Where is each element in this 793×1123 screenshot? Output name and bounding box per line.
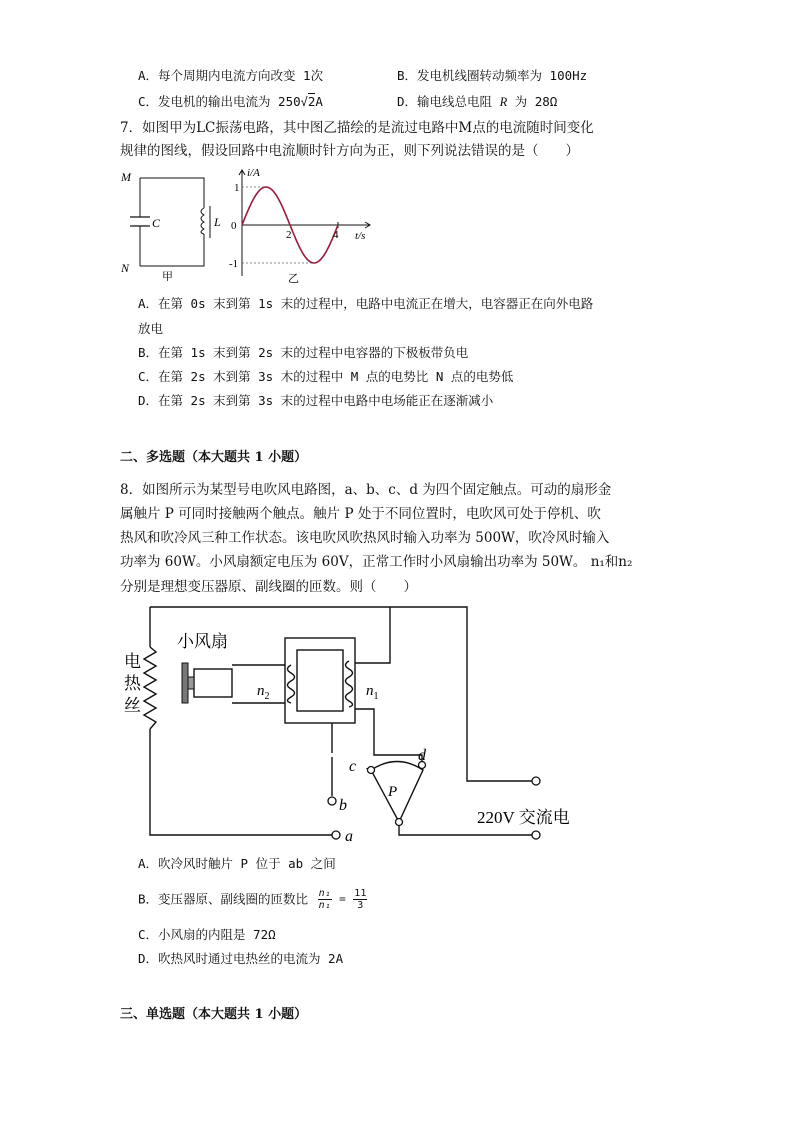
heater-label-2: 热 — [124, 674, 141, 693]
n1-label-sub: 1 — [373, 691, 379, 702]
a-label: a — [345, 828, 353, 845]
d-label-visible: d — [418, 747, 426, 764]
q8-option-b-fraction-right — [353, 888, 367, 911]
contact-p-bottom — [396, 819, 403, 826]
primary-coil — [346, 661, 353, 707]
q6-option-d-text: D．输电线总电阻 — [397, 94, 500, 109]
q7-option-c: C．在第 2s 木到第 3s 木的过程中 M 点的电势比 N 点的电势低 — [138, 369, 514, 384]
q7-option-d: D．在第 2s 末到第 3s 末的过程中电路中电场能正在逐渐减小 — [138, 393, 494, 408]
terminal-a — [332, 831, 340, 839]
q7-option-b: B．在第 1s 末到第 2s 末的过程中电容器的下极板带负电 — [138, 345, 469, 360]
n1-label-text: n — [366, 683, 374, 699]
q7-option-a-line-1: A．在第 0s 末到第 1s 末的过程中，电路中电流正在增大，电容器正在向外电路 — [138, 296, 594, 311]
inductor-coil — [201, 208, 204, 234]
xtick-label-4: 4 — [333, 229, 339, 241]
heater-resistor — [144, 647, 156, 729]
label-c: C — [152, 216, 161, 230]
q6-option-d — [397, 93, 557, 111]
supply-terminal-bottom — [532, 831, 540, 839]
q8-stem-line-5: 分别是理想变压器原、副线圈的匝数。则（ ） — [120, 579, 417, 595]
p-label: P — [388, 784, 398, 800]
current-time-chart — [228, 164, 378, 284]
q8-option-b-equals: = — [339, 892, 346, 906]
q6-option-d-var: R — [499, 95, 508, 109]
q6-option-a: A．每个周期内电流方向改变 1次 — [138, 68, 324, 83]
transformer-core-outer — [285, 638, 355, 723]
contact-c — [368, 767, 375, 774]
n2-label — [257, 683, 270, 702]
q8-stem-line-2: 属触片 P 可同时接触两个触点。触片 P 处于不同位置时，电吹风可处于停机、吹 — [120, 506, 601, 522]
label-l: L — [214, 215, 221, 229]
caption-jia: 甲 — [162, 271, 173, 281]
fraction-left-num: n₁ — [318, 888, 331, 899]
fan-hub — [188, 677, 194, 689]
q6-option-c-unit: A — [315, 94, 323, 109]
c-label: c — [349, 758, 357, 775]
q7-stem-line-2: 规律的图线，假设回路中电流顺时针方向为正，则下列说法错误的是（ ） — [120, 143, 579, 159]
q7-stem-line-1: 7．如图甲为LC振荡电路，其中图乙描绘的是流过电路中M点的电流随时间变化 — [120, 120, 594, 136]
fan-blade — [182, 663, 188, 703]
q8-stem-line-1: 8．如图所示为某型号电吹风电路图，a、b、c、d 为四个固定触点。可动的扇形金 — [120, 482, 612, 498]
q8-option-b — [138, 888, 367, 918]
q7-option-a-line-2: 放电 — [138, 321, 164, 336]
q8-option-b-text: B．变压器原、副线圈的匝数比 — [138, 891, 309, 907]
fan-label: 小风扇 — [177, 632, 228, 651]
xtick-label-2: 2 — [286, 229, 292, 241]
supply-terminal-top — [532, 777, 540, 785]
n2-label-sub: 2 — [264, 691, 270, 702]
sqrt-symbol: √ — [300, 95, 308, 109]
q8-option-b-fraction-left — [318, 888, 332, 911]
n1-label — [366, 683, 379, 702]
q6-option-b: B．发电机线圈转动频率为 100Hz — [397, 68, 588, 83]
fraction-left-den: n₁ — [318, 900, 331, 911]
fan-motor-body — [194, 669, 232, 697]
y-axis-label: i/A — [247, 167, 260, 179]
origin-label: 0 — [231, 220, 237, 232]
lc-circuit-figure — [118, 166, 223, 281]
x-axis-label: t/s — [355, 230, 366, 242]
chart-axes — [239, 170, 370, 276]
q6-option-c-radicand: 2 — [307, 94, 316, 109]
transformer-core-inner — [297, 650, 343, 711]
q8-option-d: D．吹热风时通过电热丝的电流为 2A — [138, 951, 344, 966]
heater-label-3: 丝 — [124, 696, 141, 715]
terminal-b — [328, 797, 336, 805]
label-m: M — [121, 170, 131, 184]
q6-option-c-text: C．发电机的输出电流为 250 — [138, 94, 301, 109]
b-label: b — [339, 797, 347, 814]
q8-stem-line-3: 热风和吹冷风三种工作状态。该电吹风吹热风时输入功率为 500W，吹冷风时输入 — [120, 530, 610, 546]
q8-option-a: A．吹冷风时触片 P 位于 ab 之间 — [138, 856, 336, 871]
fraction-right-den: 3 — [357, 900, 364, 911]
hair-dryer-circuit — [122, 603, 592, 848]
q8-stem-line-4: 功率为 60W。小风扇额定电压为 60V，正常工作时小风扇输出功率为 50W。 n₁和n₂ — [120, 554, 633, 570]
ytick-label-pos: 1 — [234, 182, 240, 194]
caption-yi: 乙 — [288, 273, 299, 284]
fraction-right-num: 11 — [354, 888, 367, 899]
label-n: N — [121, 261, 130, 275]
section-2-title: 二、多选题（本大题共 1 小题） — [120, 450, 308, 465]
secondary-coil — [288, 665, 295, 703]
supply-label: 220V 交流电 — [477, 808, 570, 827]
section-3-title: 三、单选题（本大题共 1 小题） — [120, 1007, 308, 1022]
q6-option-d-post: 为 28Ω — [507, 94, 558, 109]
ytick-label-neg: -1 — [229, 258, 239, 270]
q8-option-c: C．小风扇的内阻是 72Ω — [138, 927, 276, 942]
q6-option-c — [138, 93, 323, 111]
n2-label-text: n — [257, 683, 265, 699]
heater-label-1: 电 — [124, 652, 141, 671]
